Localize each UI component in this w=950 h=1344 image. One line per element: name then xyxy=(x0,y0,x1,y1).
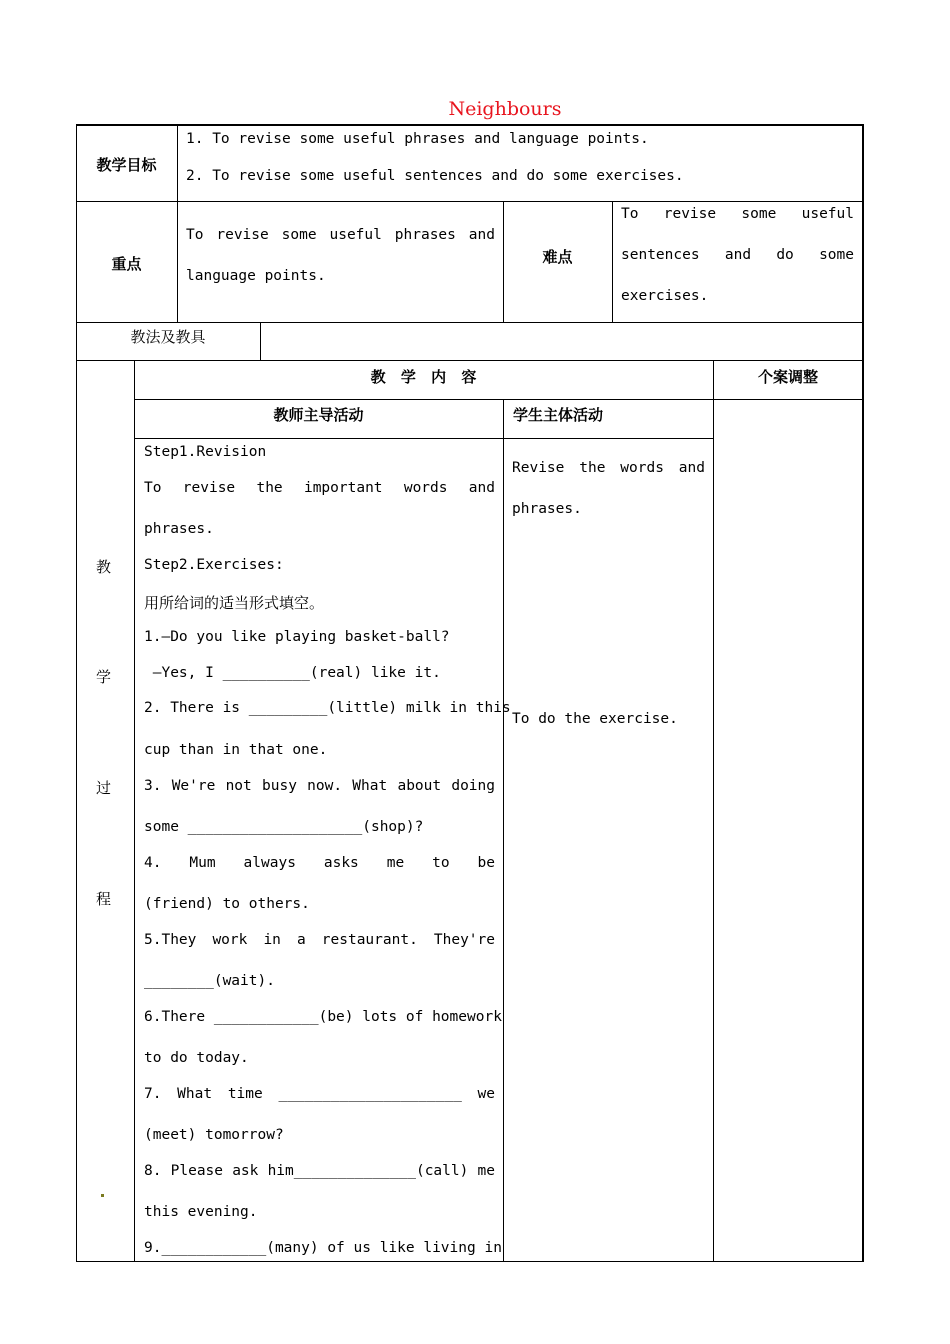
difficult-points-line-2: sentences and do some xyxy=(621,247,854,263)
process-label-char-3: 过 xyxy=(96,779,112,797)
difficult-points-line-1: To revise some useful xyxy=(621,206,854,222)
teacher-line: (friend) to others. xyxy=(144,896,310,912)
teacher-header: 教师主导活动 xyxy=(273,406,364,424)
objectives-label: 教学目标 xyxy=(96,156,157,174)
teacher-line: 3. We're not busy now. What about doing xyxy=(144,778,495,794)
teacher-line: 用所给词的适当形式填空。 xyxy=(144,594,325,612)
teacher-line: ________(wait). xyxy=(144,973,275,989)
key-points-line-2: language points. xyxy=(186,268,326,284)
teacher-line: 2. There is _________(little) milk in this xyxy=(144,700,511,716)
student-header: 学生主体活动 xyxy=(513,406,604,424)
teacher-line: phrases. xyxy=(144,521,214,537)
key-points-label: 重点 xyxy=(111,255,142,273)
teacher-line: Step2.Exercises: xyxy=(144,557,284,573)
difficult-points-label: 难点 xyxy=(542,248,573,266)
teacher-line: 8. Please ask him______________(call) me xyxy=(144,1163,495,1179)
teacher-line: (meet) tomorrow? xyxy=(144,1127,284,1143)
page-title: Neighbours xyxy=(448,98,562,120)
teacher-line: this evening. xyxy=(144,1204,258,1220)
process-label-char-2: 学 xyxy=(96,668,112,686)
teacher-line: To revise the important words and xyxy=(144,480,495,496)
process-label-char-4: 程 xyxy=(96,890,112,908)
teacher-line: 4. Mum always asks me to be xyxy=(144,855,495,871)
student-line: To do the exercise. xyxy=(512,711,678,727)
key-points-line-1: To revise some useful phrases and xyxy=(186,227,495,243)
student-line: phrases. xyxy=(512,501,582,517)
process-label-char-1: 教 xyxy=(96,558,112,576)
objective-item-1: 1. To revise some useful phrases and language points. xyxy=(186,131,649,147)
methods-label: 教法及教具 xyxy=(130,328,206,346)
teacher-line: —Yes, I __________(real) like it. xyxy=(144,665,441,681)
teacher-line: Step1.Revision xyxy=(144,444,267,460)
stray-dot-mark xyxy=(101,1194,104,1197)
objective-item-2: 2. To revise some useful sentences and do some exercises. xyxy=(186,168,684,184)
teacher-line: 9.____________(many) of us like living in xyxy=(144,1240,502,1256)
content-header: 教 学 内 容 xyxy=(370,368,477,386)
student-line: Revise the words and xyxy=(512,460,705,476)
teacher-line: some ____________________(shop)? xyxy=(144,819,424,835)
adjust-header: 个案调整 xyxy=(757,368,818,386)
teacher-line: 1.—Do you like playing basket-ball? xyxy=(144,629,450,645)
teacher-line: 5.They work in a restaurant. They're xyxy=(144,932,495,948)
teacher-line: 7. What time _____________________ we xyxy=(144,1086,495,1102)
teacher-line: 6.There ____________(be) lots of homework xyxy=(144,1009,502,1025)
teacher-line: cup than in that one. xyxy=(144,742,328,758)
teacher-line: to do today. xyxy=(144,1050,249,1066)
difficult-points-line-3: exercises. xyxy=(621,288,709,304)
